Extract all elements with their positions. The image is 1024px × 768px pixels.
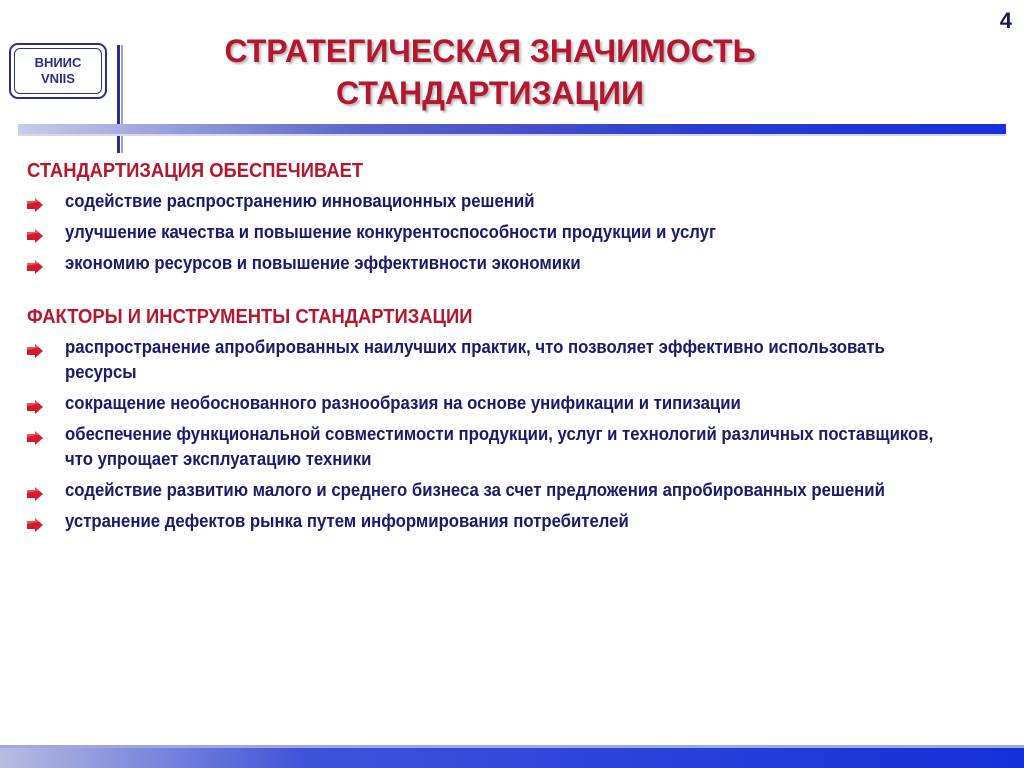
- vertical-divider-shadow: [121, 45, 123, 153]
- red-arrow-bullet-icon: [27, 194, 43, 208]
- section-heading-provides: СТАНДАРТИЗАЦИЯ ОБЕСПЕЧИВАЕТ: [27, 160, 364, 182]
- logo-text-en: VNIIS: [41, 71, 75, 86]
- header-divider-shadow: [18, 134, 1006, 136]
- list-item: обеспечение функциональной совместимости продукции, услуг и технологий различных поставщиков, что упрощает эксплуатацию техники: [27, 422, 987, 472]
- header-divider: [18, 124, 1006, 134]
- section-heading-factors: ФАКТОРЫ И ИНСТРУМЕНТЫ СТАНДАРТИЗАЦИИ: [27, 306, 473, 328]
- list-item: содействие развитию малого и среднего бизнеса за счет предложения апробированных решений: [27, 478, 987, 503]
- title-line-1: СТРАТЕГИЧЕСКАЯ ЗНАЧИМОСТЬ: [224, 33, 756, 69]
- list-item: сокращение необоснованного разнообразия на основе унификации и типизации: [27, 391, 987, 416]
- list-item: распространение апробированных наилучших практик, что позволяет эффективно использовать ресурсы: [27, 335, 987, 385]
- slide-title: [150, 30, 830, 114]
- provides-list: [27, 189, 987, 276]
- footer-bar: [0, 748, 1024, 768]
- list-item: содействие распространению инновационных решений: [27, 189, 987, 214]
- list-item: устранение дефектов рынка путем информирования потребителей: [27, 509, 987, 534]
- slide-content: [27, 160, 987, 540]
- red-arrow-bullet-icon: [27, 427, 43, 441]
- red-arrow-bullet-icon: [27, 225, 43, 239]
- title-line-2: СТАНДАРТИЗАЦИИ: [336, 75, 644, 111]
- factors-list: [27, 335, 987, 534]
- vniis-logo: [9, 43, 107, 99]
- red-arrow-bullet-icon: [27, 256, 43, 270]
- red-arrow-bullet-icon: [27, 514, 43, 528]
- page-number: 4: [999, 8, 1012, 33]
- red-arrow-bullet-icon: [27, 483, 43, 497]
- list-item: экономию ресурсов и повышение эффективности экономики: [27, 251, 987, 276]
- list-item: улучшение качества и повышение конкурентоспособности продукции и услуг: [27, 220, 987, 245]
- vertical-divider: [117, 45, 120, 153]
- red-arrow-bullet-icon: [27, 396, 43, 410]
- red-arrow-bullet-icon: [27, 340, 43, 354]
- logo-text-ru: ВНИИС: [34, 55, 82, 70]
